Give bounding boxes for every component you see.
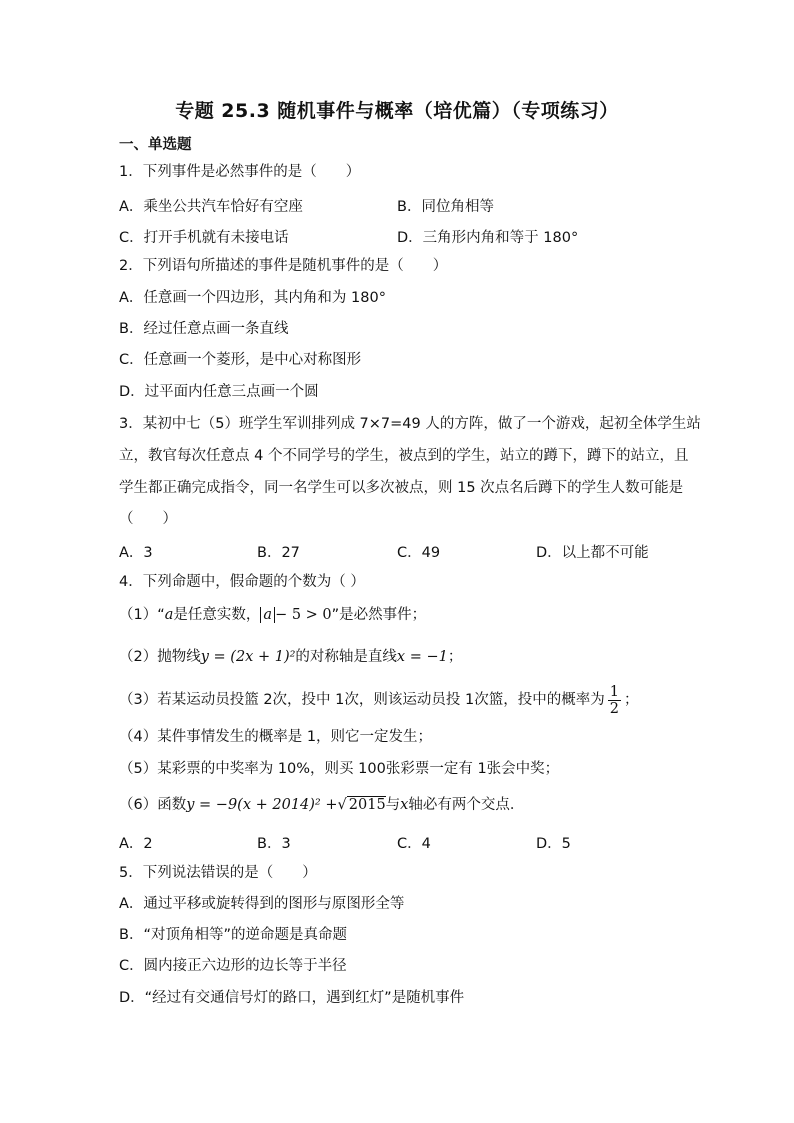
statement-2-text: 的对称轴是直线 xyxy=(295,649,397,665)
statement-2-parabola: y = (2x + 1)² xyxy=(200,649,296,665)
statement-1-suffix: ”是必然事件； xyxy=(331,607,427,623)
question-1-stem: 1．下列事件是必然事件的是（ ） xyxy=(119,164,361,180)
question-3-line-3: 学生都正确完成指令，同一名学生可以多次被点，则 15 次点名后蹲下的学生人数可能是 xyxy=(119,480,684,496)
statement-6-x-var: x xyxy=(400,797,409,813)
question-2-stem: 2．下列语句所描述的事件是随机事件的是（ ） xyxy=(119,258,448,274)
question-4-statement-4: （4）某件事情发生的概率是 1，则它一定发生； xyxy=(119,729,433,745)
section-heading: 一、单选题 xyxy=(119,137,192,153)
question-3-option-a: A．3 xyxy=(119,545,153,561)
question-3-line-1: 3．某初中七（5）班学生军训排列成 7×7=49 人的方阵，做了一个游戏，起初全体学生站 xyxy=(119,416,701,432)
statement-6-suffix: 轴必有两个交点． xyxy=(408,797,525,813)
fraction-denominator: 2 xyxy=(609,700,619,717)
statement-6-function: y = −9(x + 2014)² + xyxy=(186,797,338,813)
question-2-option-d: D．过平面内任意三点画一个圆 xyxy=(119,384,319,400)
statement-1-inequality: − 5 > 0 xyxy=(275,607,332,623)
question-4-option-c: C．4 xyxy=(397,836,431,852)
question-1-option-a: A．乘坐公共汽车恰好有空座 xyxy=(119,199,303,215)
question-4-option-b: B．3 xyxy=(257,836,291,852)
question-2-option-c: C．任意画一个菱形，是中心对称图形 xyxy=(119,352,362,368)
question-1-option-d: D．三角形内角和等于 180° xyxy=(397,230,579,246)
statement-6-sqrt: 2015 xyxy=(348,797,386,813)
question-2-option-a: A．任意画一个四边形，其内角和为 180° xyxy=(119,290,386,306)
statement-2-prefix: （2）抛物线 xyxy=(119,649,201,665)
question-3-option-d: D．以上都不可能 xyxy=(536,545,649,561)
statement-2-axis: x = −1 xyxy=(396,649,448,665)
question-4-option-a: A．2 xyxy=(119,836,153,852)
question-5-stem: 5．下列说法错误的是（ ） xyxy=(119,865,317,881)
question-3-option-b: B．27 xyxy=(257,545,300,561)
question-4-statement-6: （6）函数y = −9(x + 2014)² +√ 2015与x轴必有两个交点． xyxy=(119,797,525,813)
statement-6-prefix: （6）函数 xyxy=(119,797,187,813)
question-3-option-c: C．49 xyxy=(397,545,441,561)
statement-1-var-a: a xyxy=(164,607,174,623)
statement-3-suffix: ； xyxy=(623,692,639,708)
question-5-option-c: C．圆内接正六边形的边长等于半径 xyxy=(119,958,347,974)
question-4-stem: 4．下列命题中，假命题的个数为（ ） xyxy=(119,574,365,590)
page-title: 专题 25.3 随机事件与概率（培优篇）（专项练习） xyxy=(175,100,619,122)
statement-1-prefix: （1）“ xyxy=(119,607,165,623)
question-5-option-b: B．“对顶角相等”的逆命题是真命题 xyxy=(119,927,347,943)
statement-2-suffix: ； xyxy=(447,649,463,665)
fraction-numerator: 1 xyxy=(609,683,619,700)
question-5-option-d: D．“经过有交通信号灯的路口，遇到红灯”是随机事件 xyxy=(119,990,465,1006)
question-1-option-c: C．打开手机就有未接电话 xyxy=(119,230,289,246)
question-4-statement-3 xyxy=(119,683,638,717)
question-4-statement-5: （5）某彩票的中奖率为 10%，则买 100张彩票一定有 1张会中奖； xyxy=(119,761,560,777)
question-4-statement-1 xyxy=(119,606,426,624)
statement-1-text: 是任意实数， xyxy=(173,607,261,623)
question-3-line-4: （ ） xyxy=(119,511,177,527)
statement-6-text: 与 xyxy=(385,797,401,813)
question-3-line-2: 立，教官每次任意点 4 个不同学号的学生，被点到的学生，站立的蹲下，蹲下的站立，且 xyxy=(119,448,689,464)
statement-1-abs-expression: a xyxy=(260,607,275,623)
question-1-option-b: B．同位角相等 xyxy=(397,199,494,215)
question-4-statement-2 xyxy=(119,648,462,666)
statement-3-text: （3）若某运动员投篮 2次，投中 1次，则该运动员投 1次篮，投中的概率为 xyxy=(119,692,605,708)
question-2-option-b: B．经过任意点画一条直线 xyxy=(119,321,289,337)
question-4-option-d: D．5 xyxy=(536,836,571,852)
statement-3-fraction xyxy=(608,684,621,717)
question-5-option-a: A．通过平移或旋转得到的图形与原图形全等 xyxy=(119,896,405,912)
